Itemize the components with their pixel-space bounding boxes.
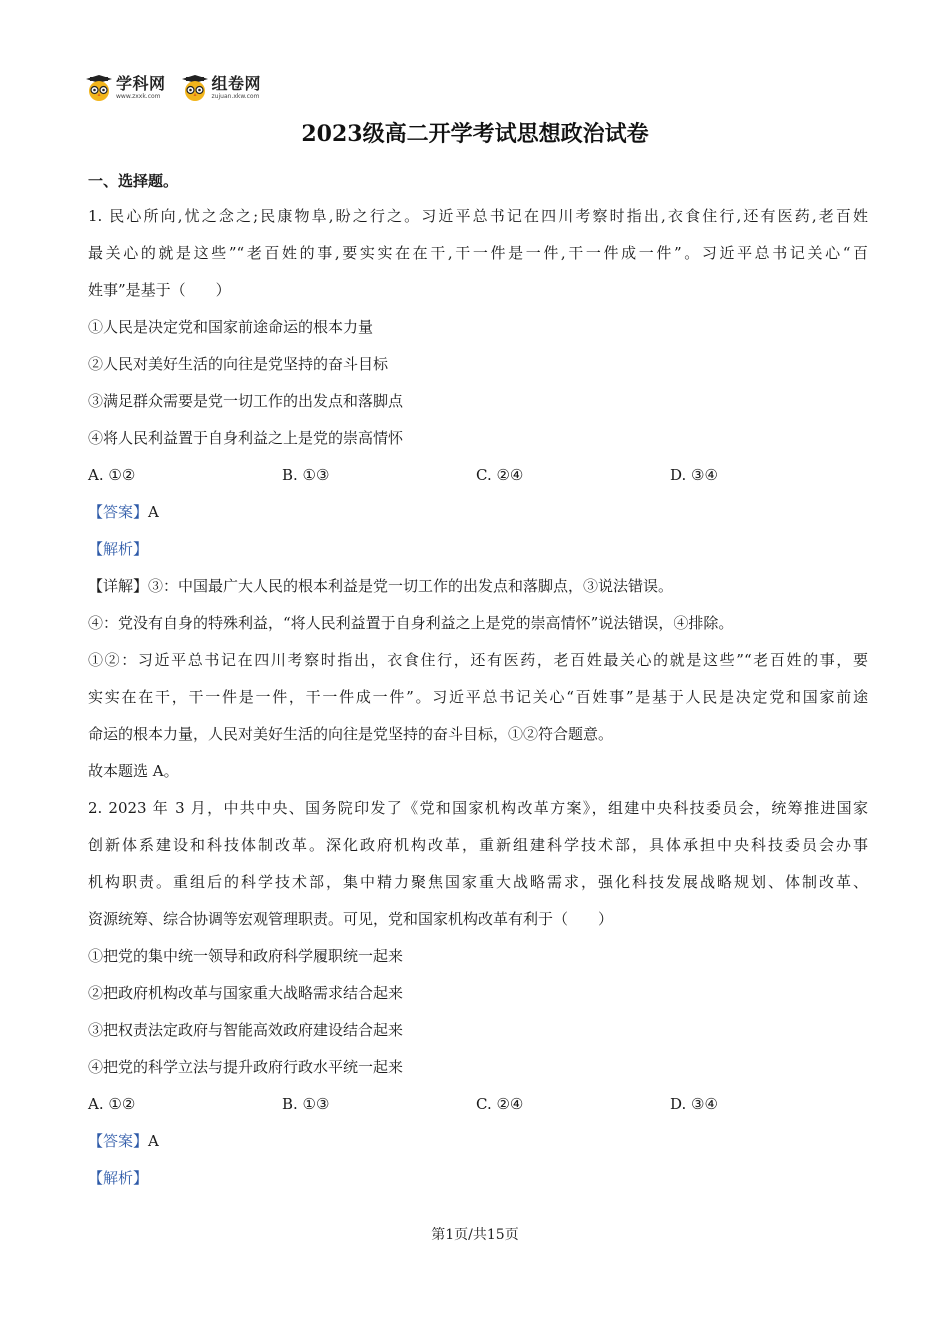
zujuan-logo (182, 75, 262, 101)
answer-label: 【答案】 (88, 1132, 149, 1150)
logo-name: 学科网 (116, 74, 166, 93)
answer-value: A (148, 503, 159, 521)
detail-line (88, 568, 868, 605)
option-b: B. ①③ (282, 466, 330, 484)
xkw-logo (86, 75, 166, 101)
page-title: 2023级高二开学考试思想政治试卷 (301, 121, 649, 147)
question-stem-line: 机构职责。重组后的科学技术部，集中精力聚焦国家重大战略需求，强化科技发展战略规划、体制改革、 (88, 873, 868, 891)
answer-value: A (148, 1132, 159, 1150)
statement-item: ②人民对美好生活的向往是党坚持的奋斗目标 (88, 355, 389, 373)
statement-item: ①把党的集中统一领导和政府科学履职统一起来 (88, 947, 404, 965)
question-stem-line: 姓事”是基于（ ） (88, 281, 231, 299)
detail-line: ①②：习近平总书记在四川考察时指出，衣食住行，还有医药，老百姓最关心的就是这些”“老百姓的事，要 (88, 651, 868, 669)
option-d: D. ③④ (670, 1095, 718, 1113)
document-body (88, 166, 868, 1197)
option-c: C. ②④ (476, 1095, 524, 1113)
option-a: A. ①② (88, 466, 136, 484)
logo-name: 组卷网 (211, 74, 262, 93)
answer-label: 【答案】 (88, 503, 149, 521)
question-stem-line: 1. 民心所向,忧之念之;民康物阜,盼之行之。习近平总书记在四川考察时指出,衣食住行,还有医药,老百姓 (88, 207, 868, 225)
answer-options (88, 1086, 868, 1123)
owl-icon (182, 75, 208, 101)
statement-item: ④把党的科学立法与提升政府行政水平统一起来 (88, 1058, 404, 1076)
detail-text: ③：中国最广大人民的根本利益是党一切工作的出发点和落脚点，③说法错误。 (148, 577, 674, 595)
answer-line (88, 1123, 868, 1160)
option-d: D. ③④ (670, 466, 718, 484)
logo-url: zujuan.xkw.com (211, 93, 260, 100)
detail-line: 实实在在干，干一件是一件，干一件成一件”。习近平总书记关心“百姓事”是基于人民是决定党和国家前途 (88, 688, 868, 706)
statement-item: ②把政府机构改革与国家重大战略需求结合起来 (88, 984, 404, 1002)
question-stem-line: 创新体系建设和科技体制改革。深化政府机构改革，重新组建科学技术部，具体承担中央科技委员会办事 (88, 836, 868, 854)
statement-item: ③把权责法定政府与智能高效政府建设结合起来 (88, 1021, 404, 1039)
question-stem-line: 最关心的就是这些”“老百姓的事,要实实在在干,干一件是一件,干一件成一件”。习近平总书记关心“百 (88, 244, 868, 262)
question-stem-line: 资源统筹、综合协调等宏观管理职责。可见，党和国家机构改革有利于（ ） (88, 910, 614, 928)
statement-item: ③满足群众需要是党一切工作的出发点和落脚点 (88, 392, 404, 410)
answer-line (88, 494, 868, 531)
page-footer: 第1页/共15页 (431, 1227, 519, 1243)
option-c: C. ②④ (476, 466, 524, 484)
analysis-label: 【解析】 (88, 540, 149, 558)
owl-icon (86, 75, 112, 101)
detail-line: 命运的根本力量，人民对美好生活的向往是党坚持的奋斗目标，①②符合题意。 (88, 725, 614, 743)
option-b: B. ①③ (282, 1095, 330, 1113)
analysis-label: 【解析】 (88, 1169, 149, 1187)
logo-url: www.zxxk.com (116, 93, 161, 100)
logo-row (86, 72, 261, 104)
option-a: A. ①② (88, 1095, 136, 1113)
statement-item: ①人民是决定党和国家前途命运的根本力量 (88, 318, 374, 336)
section-heading: 一、选择题。 (88, 172, 179, 190)
answer-options (88, 457, 868, 494)
detail-line: ④：党没有自身的特殊利益，“将人民利益置于自身利益之上是党的崇高情怀”说法错误，④排除。 (88, 614, 734, 632)
statement-item: ④将人民利益置于自身利益之上是党的崇高情怀 (88, 429, 404, 447)
detail-label: 【详解】 (88, 577, 149, 595)
detail-line: 故本题选 A。 (88, 762, 179, 780)
question-stem-line: 2. 2023 年 3 月，中共中央、国务院印发了《党和国家机构改革方案》，组建中央科技委员会，统筹推进国家 (88, 799, 868, 817)
